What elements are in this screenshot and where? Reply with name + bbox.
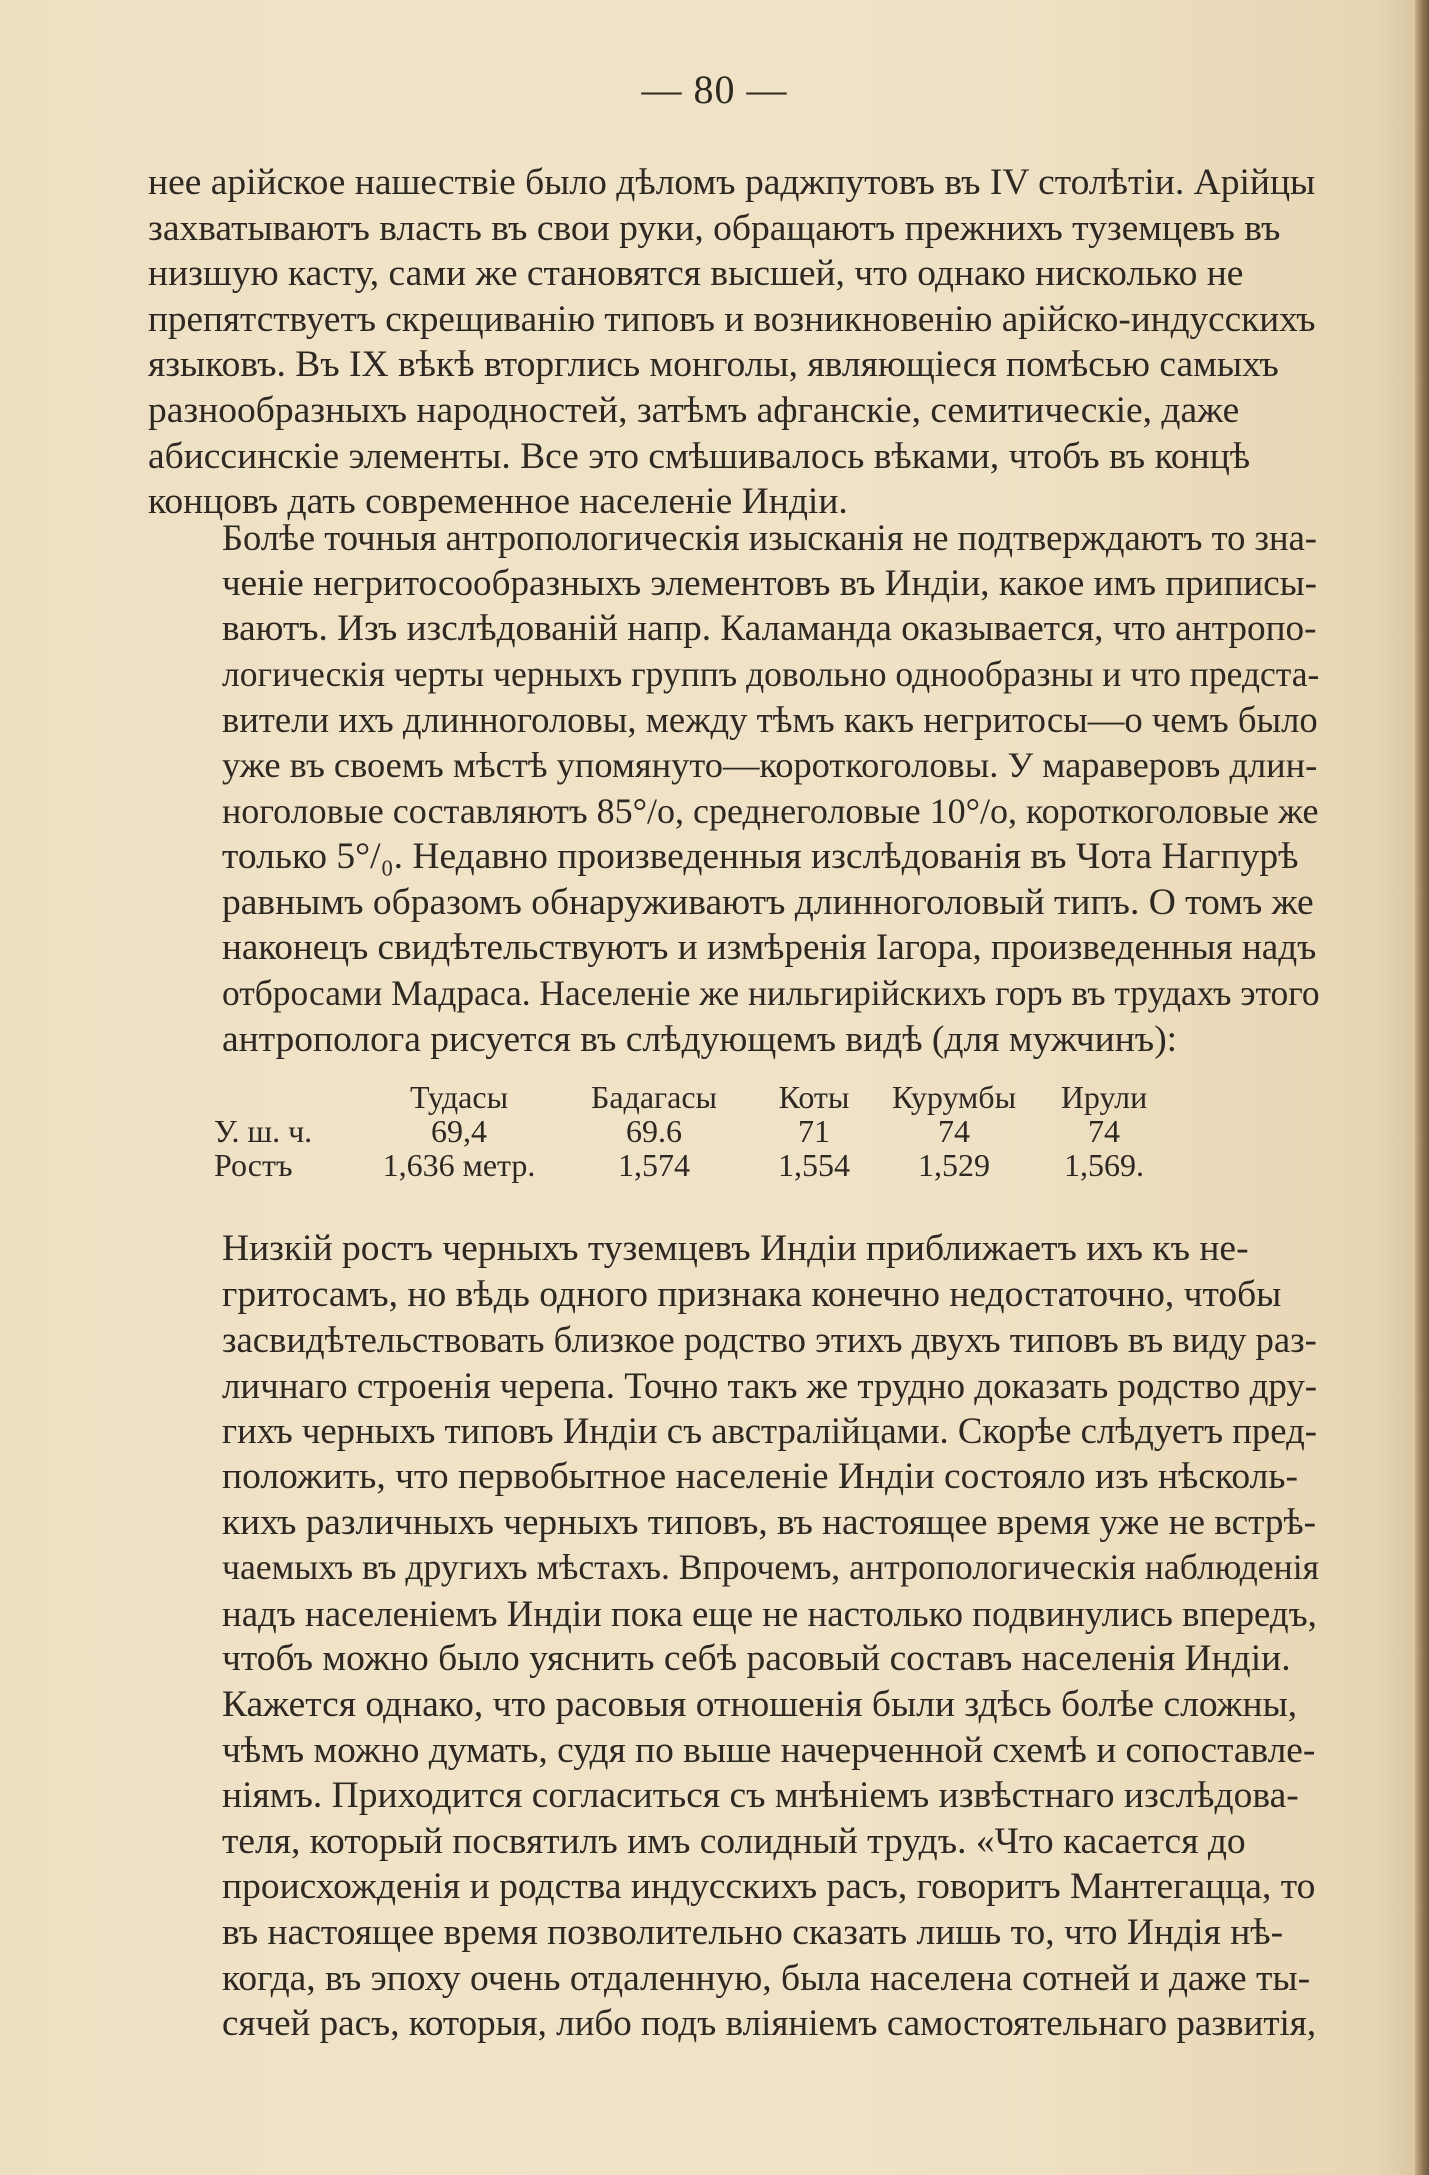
text-line: уже въ своемъ мѣстѣ упомянуто—короткоголовы. У мараверовъ длин- bbox=[222, 744, 1318, 785]
text-line: низшую касту, сами же становятся высшей, что однако нисколько не bbox=[148, 253, 1244, 295]
page-edge bbox=[1415, 0, 1429, 2175]
text-line: наконецъ свидѣтельствуютъ и измѣренія Іагора, произведенныя надъ bbox=[222, 927, 1317, 969]
table-header-row bbox=[214, 1080, 1174, 1114]
table-cell: 69.6 bbox=[626, 1113, 682, 1149]
table-row-label: У. ш. ч. bbox=[214, 1113, 313, 1149]
table-cell: 1,554 bbox=[778, 1147, 850, 1183]
text-line: сячей расъ, которыя, либо подъ вліяніемъ самостоятельнаго развитія, bbox=[222, 2003, 1317, 2045]
text-line: логическія черты черныхъ группъ довольно однообразны и что предста- bbox=[222, 653, 1320, 694]
text-line: Низкій ростъ черныхъ туземцевъ Индіи приближаетъ ихъ къ не- bbox=[222, 1228, 1249, 1269]
text-line: концовъ дать современное населеніе Индіи. bbox=[148, 481, 848, 523]
text-line: отбросами Мадраса. Населеніе же нильгирійскихъ горъ въ трудахъ этого bbox=[222, 972, 1320, 1013]
text-line: личнаго строенія черепа. Точно такъ же трудно доказать родство дру- bbox=[222, 1364, 1318, 1406]
table-header-cell: Курумбы bbox=[891, 1079, 1017, 1115]
text-line: чаемыхъ въ другихъ мѣстахъ. Впрочемъ, антропологическія наблюденія bbox=[222, 1547, 1320, 1588]
paragraph-3 bbox=[148, 1226, 1320, 2047]
table-header-cell: Бадагасы bbox=[590, 1079, 718, 1115]
measurements-table bbox=[214, 1080, 1174, 1182]
text-line: разнообразныхъ народностей, затѣмъ афганскіе, семитическіе, даже bbox=[148, 389, 1240, 431]
table-row bbox=[214, 1148, 1174, 1182]
text-line: равнымъ образомъ обнаруживаютъ длинноголовый типъ. О томъ же bbox=[222, 881, 1314, 923]
table-row bbox=[214, 1114, 1174, 1148]
table-cell: 1,569. bbox=[1064, 1147, 1144, 1183]
text-line: кихъ различныхъ черныхъ типовъ, въ настоящее время уже не встрѣ- bbox=[222, 1501, 1317, 1543]
table-header-cell: Ирули bbox=[1060, 1079, 1148, 1115]
text-line: положить, что первобытное населеніе Индіи состояло изъ нѣсколь- bbox=[222, 1455, 1298, 1497]
table-header-cell bbox=[214, 1080, 364, 1114]
text-line: происхожденія и родства индусскихъ расъ, говоритъ Мантегацца, то bbox=[222, 1866, 1316, 1908]
text-line: когда, въ эпоху очень отдаленную, была населена сотней и даже ты- bbox=[222, 1957, 1311, 1999]
text-line: антрополога рисуется въ слѣдующемъ видѣ (для мужчинъ): bbox=[222, 1018, 1178, 1060]
text-line: въ настоящее время позволительно сказать лишь то, что Индія нѣ- bbox=[222, 1911, 1284, 1953]
text-line: только 5°/₀. Недавно произведенныя изслѣдованія въ Чота Нагпурѣ bbox=[222, 836, 1299, 878]
table-header-cell: Коты bbox=[778, 1079, 850, 1115]
text-line: ноголовые составляютъ 85°/о, среднеголовые 10°/о, короткоголовые же bbox=[222, 790, 1319, 831]
text-line: чтобъ можно было уяснить себѣ расовый составъ населенія Индіи. bbox=[222, 1638, 1291, 1680]
table-row-label: Ростъ bbox=[214, 1147, 293, 1183]
text-line: ніямъ. Приходится согласиться съ мнѣніемъ извѣстнаго изслѣдова- bbox=[222, 1775, 1299, 1817]
table-cell: 74 bbox=[938, 1113, 970, 1149]
table-cell: 1,529 bbox=[918, 1147, 990, 1183]
text-line: ченіе негритосообразныхъ элементовъ въ Индіи, какое имъ приписы- bbox=[222, 562, 1317, 604]
text-line: надъ населеніемъ Индіи пока еще не настолько подвинулись впередъ, bbox=[222, 1592, 1317, 1634]
text-line: засвидѣтельствовать близкое родство этихъ двухъ типовъ въ виду раз- bbox=[222, 1319, 1317, 1361]
text-line: гихъ черныхъ типовъ Индіи съ австралійцами. Скорѣе слѣдуетъ пред- bbox=[222, 1410, 1318, 1452]
table-cell: 74 bbox=[1088, 1113, 1120, 1149]
text-line: Кажется однако, что расовыя отношенія были здѣсь болѣе сложны, bbox=[222, 1683, 1298, 1725]
page-number: — 80 — bbox=[641, 67, 788, 112]
paragraph-2 bbox=[148, 515, 1320, 1062]
text-line: теля, который посвятилъ имъ солидный трудъ. «Что касается до bbox=[222, 1820, 1246, 1862]
text-line: ваютъ. Изъ изслѣдованій напр. Каламанда оказывается, что антропо- bbox=[222, 608, 1317, 650]
text-line: вители ихъ длинноголовы, между тѣмъ какъ негритосы—о чемъ было bbox=[222, 699, 1318, 741]
text-line: препятствуетъ скрещиванію типовъ и возникновенію арійско-индусскихъ bbox=[148, 298, 1316, 340]
text-line: чѣмъ можно думать, судя по выше начерченной схемѣ и сопоставле- bbox=[222, 1729, 1316, 1771]
table-header-cell: Тудасы bbox=[409, 1079, 509, 1115]
text-line: захватываютъ власть въ свои руки, обращаютъ прежнихъ туземцевъ въ bbox=[148, 207, 1281, 249]
text-line: гритосамъ, но вѣдь одного признака конечно недостаточно, чтобы bbox=[222, 1273, 1282, 1315]
table-cell: 69,4 bbox=[431, 1113, 487, 1149]
paragraph-1 bbox=[148, 160, 1316, 525]
text-line: языковъ. Въ IX вѣкѣ вторглись монголы, являющіеся помѣсью самыхъ bbox=[148, 344, 1279, 386]
text-line: нее арійское нашествіе было дѣломъ раджпутовъ въ IV столѣтіи. Арійцы bbox=[148, 162, 1316, 203]
text-line: абиссинскіе элементы. Все это смѣшивалось вѣками, чтобъ въ концѣ bbox=[148, 435, 1251, 477]
table-cell: 1,636 метр. bbox=[382, 1147, 536, 1183]
table-cell: 1,574 bbox=[618, 1147, 690, 1183]
text-line: Болѣе точныя антропологическія изысканія не подтверждаютъ то зна- bbox=[222, 517, 1317, 558]
table-cell: 71 bbox=[798, 1113, 830, 1149]
